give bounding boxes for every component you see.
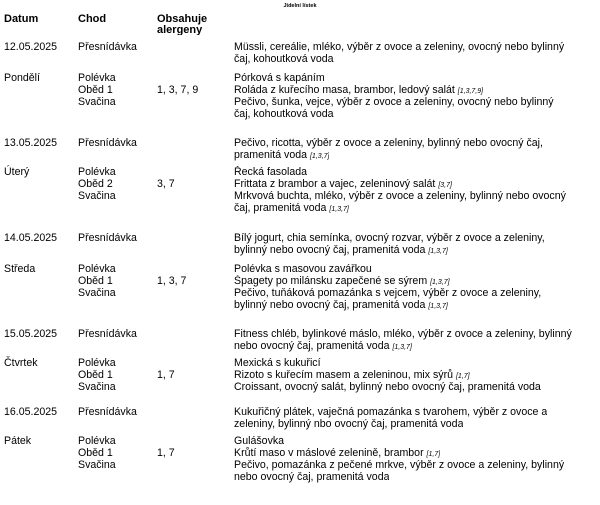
- dish-line: [234, 381, 541, 393]
- header-date: Datum: [4, 13, 39, 25]
- dish-text: Mrkvová buchta, mléko, výběr z ovoce a zeleniny, bylinný nebo ovocný: [234, 190, 566, 202]
- dish-line: [234, 108, 334, 120]
- dish-text: Fitness chléb, bylinkové máslo, mléko, výběr z ovoce a zeleniny, bylinný: [234, 328, 572, 340]
- day-date: 12.05.2025: [4, 41, 58, 53]
- dish-allergen-codes: [1,3,7]: [428, 303, 448, 310]
- dish-text: Frittata z brambor a vajec, zeleninový salát: [234, 178, 436, 190]
- course-label: Polévka: [78, 166, 116, 178]
- dish-line: [234, 72, 325, 84]
- dish-line: [234, 299, 448, 313]
- dish-text: Bílý jogurt, chia semínka, ovocný rozvar, výběr z ovoce a zeleniny,: [234, 232, 545, 244]
- course-label: Oběd 2: [78, 178, 113, 190]
- dish-allergen-codes: [1,7]: [455, 373, 470, 380]
- dish-text: Pečivo, ricotta, výběr z ovoce a zeleniny, bylinný nebo ovocný čaj,: [234, 137, 543, 149]
- course-label: Přesnídávka: [78, 232, 137, 244]
- dish-allergen-codes: [1,3,7]: [428, 248, 448, 255]
- course-label: Přesnídávka: [78, 328, 137, 340]
- dish-line: [234, 459, 564, 471]
- dish-text: nebo ovocný čaj, pramenitá voda: [234, 471, 390, 483]
- dish-allergen-codes: [1,3,7]: [430, 279, 450, 286]
- dish-allergen-codes: [1,7]: [426, 451, 441, 458]
- header-allergens-line-1: Obsahuje: [157, 14, 208, 25]
- day-date: 14.05.2025: [4, 232, 58, 244]
- course-label: Oběd 1: [78, 275, 113, 287]
- course-label: Oběd 1: [78, 84, 113, 96]
- dish-line: [234, 357, 321, 369]
- dish-line: [234, 96, 554, 108]
- course-label: Přesnídávka: [78, 137, 137, 149]
- course-label: Přesnídávka: [78, 406, 137, 418]
- dish-line: [234, 232, 545, 244]
- course-label: Polévka: [78, 263, 116, 275]
- dish-text: zeleniny, bylinný nbo ovocný čaj, pramenitá voda: [234, 418, 464, 430]
- dish-line: [234, 149, 329, 163]
- course-label: Oběd 1: [78, 369, 113, 381]
- allergen-codes: 3, 7: [157, 178, 175, 190]
- dish-text: Mexická s kukuřicí: [234, 357, 321, 369]
- dish-allergen-codes: [1,3,7,9]: [457, 88, 484, 95]
- day-date: Středa: [4, 263, 36, 275]
- dish-allergen-codes: [1,3,7]: [309, 153, 330, 160]
- dish-line: [234, 287, 541, 299]
- dish-line: [234, 53, 334, 65]
- menu-title: Jídelní lístek: [283, 3, 317, 9]
- dish-text: pramenitá voda: [234, 149, 308, 161]
- dish-allergen-codes: [1,3,7]: [329, 206, 349, 213]
- dish-text: Špagety po milánsku zapečené se sýrem: [234, 275, 428, 287]
- dish-line: [234, 41, 564, 53]
- course-label: Polévka: [78, 357, 116, 369]
- dish-line: [234, 328, 572, 340]
- dish-text: čaj, kohoutková voda: [234, 108, 334, 120]
- dish-text: Pórková s kapáním: [234, 72, 325, 84]
- header-course: Chod: [78, 13, 107, 25]
- dish-text: Müssli, cereálie, mléko, výběr z ovoce a zeleniny, ovocný nebo bylinný: [234, 41, 565, 53]
- dish-text: Croissant, ovocný salát, bylinný nebo ovocný čaj, pramenitá voda: [234, 381, 541, 393]
- dish-line: [234, 137, 543, 149]
- dish-line: [234, 190, 566, 202]
- dish-text: Pečivo, šunka, vejce, výběr z ovoce a zeleniny, ovocný nebo bylinný: [234, 96, 554, 108]
- dish-text: Pečivo, pomazánka z pečené mrkve, výběr z ovoce a zeleniny, bylinný: [234, 459, 565, 471]
- dish-allergen-codes: [1,3,7]: [392, 344, 412, 351]
- day-date: 15.05.2025: [4, 328, 58, 340]
- dish-text: Pečivo, tuňáková pomazánka s vejcem, výběr z ovoce a zeleniny,: [234, 287, 542, 299]
- dish-text: čaj, pramenitá voda: [234, 202, 327, 214]
- dish-line: [234, 202, 349, 216]
- dish-line: [234, 244, 448, 258]
- allergen-codes: 1, 7: [157, 447, 175, 459]
- dish-text: Polévka s masovou zavářkou: [234, 263, 372, 275]
- dish-text: bylinný nebo ovocný čaj, pramenitá voda: [234, 244, 426, 256]
- dish-line: [234, 471, 389, 483]
- day-date: 13.05.2025: [4, 137, 58, 149]
- allergen-codes: 1, 7: [157, 369, 175, 381]
- course-label: Oběd 1: [78, 447, 113, 459]
- day-date: Pondělí: [4, 72, 40, 84]
- dish-text: čaj, kohoutková voda: [234, 53, 334, 65]
- allergen-codes: 1, 3, 7, 9: [157, 84, 199, 96]
- dish-line: [234, 340, 412, 354]
- dish-text: Krůtí maso v máslové zelenině, brambor: [234, 447, 424, 459]
- header-allergens-line-2: alergeny: [157, 24, 203, 35]
- dish-line: [234, 263, 372, 275]
- dish-text: Rizoto s kuřecím masem a zeleninou, mix sýrů: [234, 369, 454, 381]
- dish-text: Gulášovka: [234, 435, 285, 447]
- dish-text: bylinný nebo ovocný čaj, pramenitá voda: [234, 299, 426, 311]
- day-date: 16.05.2025: [4, 406, 58, 418]
- day-date: Čtvrtek: [4, 357, 38, 369]
- dish-text: nebo ovocný čaj, pramenitá voda: [234, 340, 390, 352]
- dish-line: [234, 406, 547, 418]
- day-date: Pátek: [4, 435, 32, 447]
- course-label: Polévka: [78, 72, 116, 84]
- dish-allergen-codes: [3,7]: [438, 182, 452, 189]
- header-allergens: [157, 14, 207, 35]
- course-label: Polévka: [78, 435, 116, 447]
- allergen-codes: 1, 3, 7: [157, 275, 187, 287]
- dish-line: [234, 435, 284, 447]
- day-date: Úterý: [4, 166, 30, 178]
- course-label: Svačina: [78, 190, 116, 202]
- course-label: Přesnídávka: [78, 41, 137, 53]
- dish-line: [234, 166, 307, 178]
- course-label: Svačina: [78, 381, 116, 393]
- course-label: Svačina: [78, 459, 116, 471]
- dish-text: Řecká fasolada: [234, 166, 308, 178]
- course-label: Svačina: [78, 96, 116, 108]
- dish-text: Kukuřičný plátek, vaječná pomazánka s tvarohem, výběr z ovoce a: [234, 406, 548, 418]
- dish-text: Roláda z kuřecího masa, brambor, ledový salát: [234, 84, 455, 96]
- course-label: Svačina: [78, 287, 116, 299]
- dish-line: [234, 418, 463, 430]
